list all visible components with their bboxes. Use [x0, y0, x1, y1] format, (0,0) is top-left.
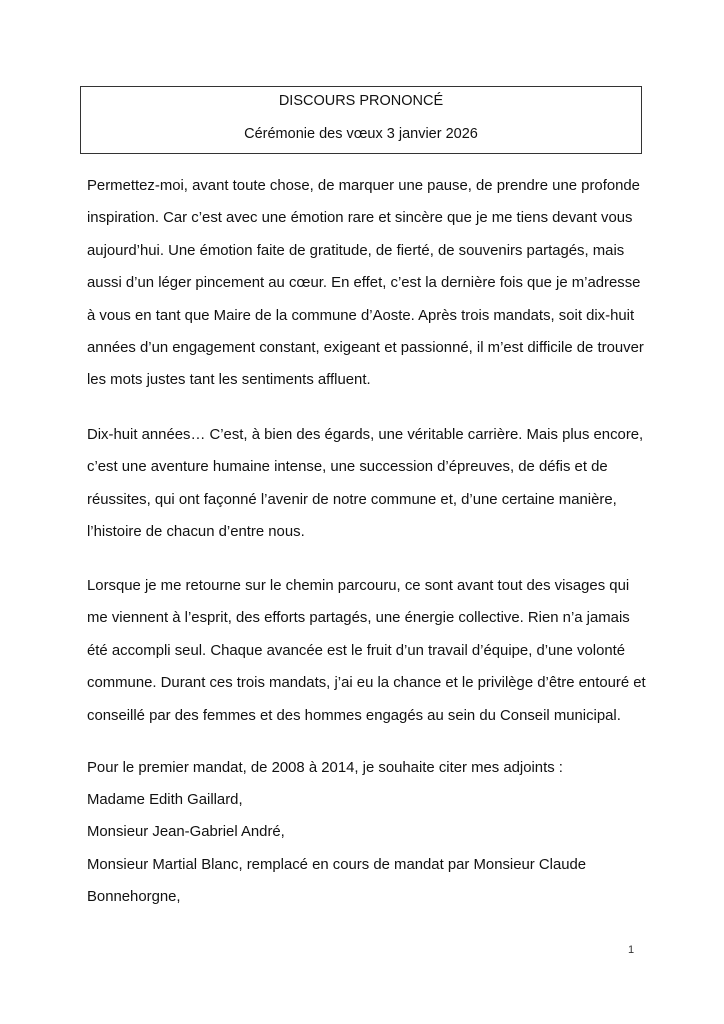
paragraph-introduction — [87, 170, 647, 397]
text-line: années d’un engagement constant, exigeant et passionné, il m’est difficile de trouver — [87, 340, 644, 357]
text-line: Lorsque je me retourne sur le chemin parcouru, ce sont avant tout des visages qui — [87, 578, 630, 594]
document-header-box — [80, 86, 642, 154]
text-line: été accompli seul. Chaque avancée est le fruit d’un travail d’équipe, d’une volonté — [87, 642, 626, 659]
text-line: c’est une aventure humaine intense, une succession d’épreuves, de défis et de — [87, 459, 608, 476]
paragraph-eighteen-years — [87, 419, 647, 549]
text-line: Monsieur Martial Blanc, remplacé en cours de mandat par Monsieur Claude — [87, 856, 587, 873]
text-line: Monsieur Jean-Gabriel André, — [87, 824, 285, 841]
text-line: aussi d’un léger pincement au cœur. En effet, c’est la dernière fois que je m’adresse — [87, 275, 641, 292]
text-line: l’histoire de chacun d’entre nous. — [87, 524, 305, 541]
text-line: Pour le premier mandat, de 2008 à 2014, je souhaite citer mes adjoints : — [87, 760, 563, 776]
text-line: réussites, qui ont façonné l’avenir de notre commune et, d’une certaine manière, — [87, 491, 617, 508]
text-line: inspiration. Car c’est avec une émotion rare et sincère que je me tiens devant vous — [87, 210, 633, 227]
text-line: Bonnehorgne, — [87, 888, 181, 905]
text-line: aujourd’hui. Une émotion faite de gratitude, de fierté, de souvenirs partagés, mais — [87, 242, 625, 259]
document-subtitle: Cérémonie des vœux 3 janvier 2026 — [244, 126, 478, 142]
paragraph-first-mandate — [87, 752, 647, 913]
text-line: Madame Edith Gaillard, — [87, 792, 243, 809]
text-line: les mots justes tant les sentiments affluent. — [87, 372, 371, 389]
text-line: à vous en tant que Maire de la commune d’Aoste. Après trois mandats, soit dix-huit — [87, 307, 635, 324]
text-line: me viennent à l’esprit, des efforts partagés, une énergie collective. Rien n’a jamais — [87, 610, 630, 627]
text-line: commune. Durant ces trois mandats, j’ai eu la chance et le privilège d’être entouré et — [87, 675, 646, 692]
page-number: 1 — [628, 944, 635, 956]
paragraph-looking-back — [87, 570, 647, 732]
text-line: conseillé par des femmes et des hommes engagés au sein du Conseil municipal. — [87, 707, 621, 724]
text-line: Dix-huit années… C’est, à bien des égards, une véritable carrière. Mais plus encore, — [87, 427, 644, 443]
text-line: Permettez-moi, avant toute chose, de marquer une pause, de prendre une profonde — [87, 178, 640, 194]
document-title: DISCOURS PRONONCÉ — [278, 93, 444, 109]
